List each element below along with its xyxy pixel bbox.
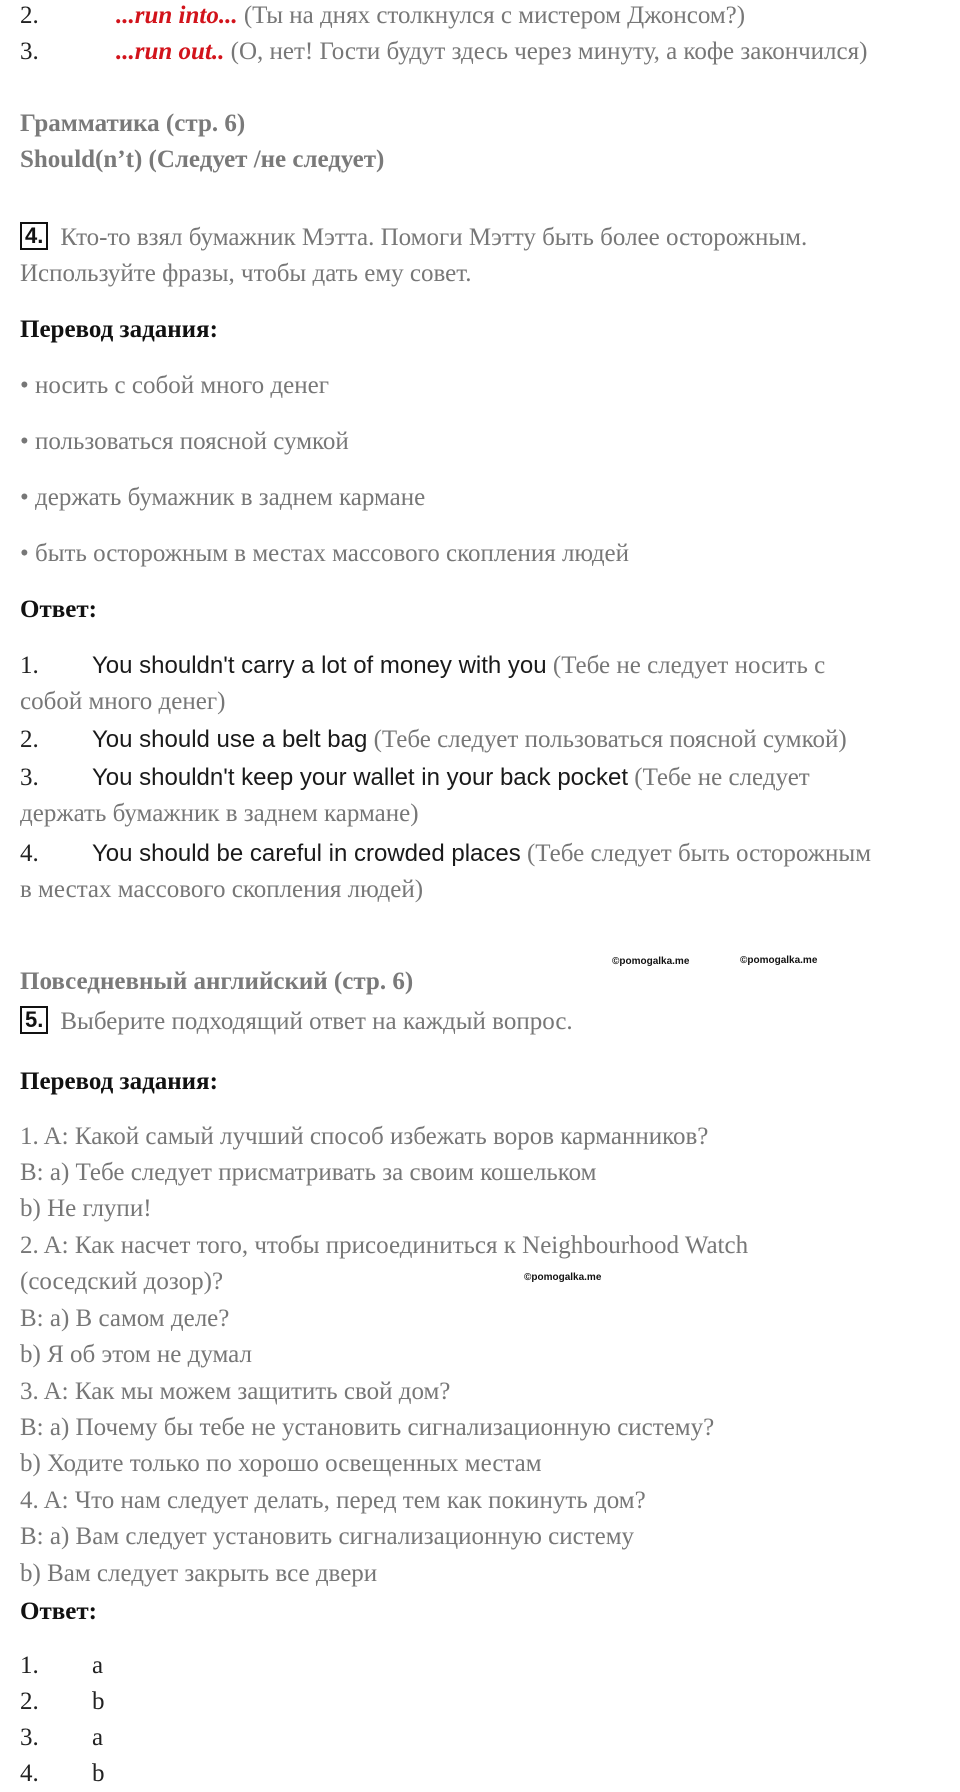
answer-number: 2.: [20, 726, 39, 753]
task5-line: b) Не глупи!: [20, 1195, 152, 1222]
answer-english: You should be careful in crowded places: [92, 840, 521, 867]
answer-english: You shouldn't keep your wallet in your back pocket: [92, 764, 629, 791]
task4-text-line1: Кто-то взял бумажник Мэтта. Помоги Мэтту быть более осторожным.: [60, 224, 808, 251]
task5-instruction: [20, 1006, 573, 1038]
answer-english: You shouldn't carry a lot of money with you: [92, 652, 547, 679]
watermark: ©pomogalka.me: [740, 955, 818, 966]
answer-russian: (Тебе следует быть осторожным: [520, 840, 872, 867]
answer-number: 3.: [20, 764, 39, 791]
task5-line: 1. A: Какой самый лучший способ избежать воров карманников?: [20, 1123, 709, 1150]
top-item: [20, 0, 745, 32]
answer-number: 4.: [20, 840, 39, 867]
task5-line: B: a) Тебе следует присматривать за своим кошельком: [20, 1159, 597, 1186]
answer-number: 2.: [20, 1688, 39, 1715]
grammar-title: Грамматика (стр. 6): [20, 110, 246, 137]
answer-russian: (Тебе не следует: [628, 764, 810, 791]
task5-line: 4. A: Что нам следует делать, перед тем как покинуть дом?: [20, 1487, 646, 1514]
task4-answer: [20, 838, 871, 870]
task5-answer: [20, 1722, 103, 1754]
task4-answer: [20, 650, 825, 682]
answer-russian-cont: в местах массового скопления людей): [20, 876, 424, 903]
everyday-title: Повседневный английский (стр. 6): [20, 968, 414, 995]
task4-bullet: • держать бумажник в заднем кармане: [20, 484, 426, 511]
answer-value: b: [92, 1688, 105, 1715]
task5-answer: [20, 1686, 105, 1718]
task5-line: 3. A: Как мы можем защитить свой дом?: [20, 1378, 451, 1405]
answer-russian: (Тебе не следует носить с: [546, 652, 826, 679]
task4-text-line2: Используйте фразы, чтобы дать ему совет.: [20, 260, 472, 287]
task5-answer: [20, 1758, 105, 1790]
task5-line: B: a) Вам следует установить сигнализационную систему: [20, 1523, 635, 1550]
task4-answer-heading: Ответ:: [20, 596, 97, 623]
phrasal-verb: ...run out..: [116, 38, 225, 65]
answer-number: 1.: [20, 1652, 39, 1679]
answer-value: a: [92, 1724, 104, 1751]
answer-number: 4.: [20, 1760, 39, 1787]
task5-translation-heading: Перевод задания:: [20, 1068, 218, 1095]
task5-line: b) Я об этом не думал: [20, 1341, 252, 1368]
task5-line: 2. A: Как насчет того, чтобы присоединиться к Neighbourhood Watch: [20, 1232, 749, 1259]
item-number: 3.: [20, 38, 39, 65]
task4-translation-heading: Перевод задания:: [20, 316, 218, 343]
phrasal-verb: ...run into...: [116, 2, 238, 29]
answer-english: You should use a belt bag: [92, 726, 368, 753]
task4-bullet: • пользоваться поясной сумкой: [20, 428, 349, 455]
top-item: [20, 36, 867, 68]
task5-line: B: a) В самом деле?: [20, 1305, 230, 1332]
answer-russian: (Тебе следует пользоваться поясной сумкой): [367, 726, 847, 753]
answer-value: b: [92, 1760, 105, 1787]
task4-bullet: • быть осторожным в местах массового скопления людей: [20, 540, 630, 567]
task4-bullet: • носить с собой много денег: [20, 372, 329, 399]
task4-answer: [20, 762, 810, 794]
task5-line: b) Ходите только по хорошо освещенных местам: [20, 1450, 542, 1477]
watermark: ©pomogalka.me: [612, 956, 690, 967]
item-number: 2.: [20, 2, 39, 29]
answer-value: a: [92, 1652, 104, 1679]
answer-number: 1.: [20, 652, 39, 679]
task4-answer: [20, 724, 847, 756]
answer-russian-cont: держать бумажник в заднем кармане): [20, 800, 419, 827]
task5-answer-heading: Ответ:: [20, 1598, 97, 1625]
item-translation: (О, нет! Гости будут здесь через минуту, а кофе закончился): [224, 38, 868, 65]
watermark: ©pomogalka.me: [524, 1272, 602, 1283]
task5-text: Выберите подходящий ответ на каждый вопрос.: [60, 1008, 573, 1035]
task5-number: 5.: [20, 1006, 48, 1034]
answer-number: 3.: [20, 1724, 39, 1751]
grammar-subtitle: Should(n’t) (Следует /не следует): [20, 146, 385, 173]
task5-line: (соседский дозор)?: [20, 1268, 224, 1295]
answer-russian-cont: собой много денег): [20, 688, 226, 715]
task4-number: 4.: [20, 222, 48, 250]
task5-line: b) Вам следует закрыть все двери: [20, 1560, 378, 1587]
item-translation: (Ты на днях столкнулся с мистером Джонсом?): [237, 2, 746, 29]
task5-line: B: a) Почему бы тебе не установить сигнализационную систему?: [20, 1414, 715, 1441]
task5-answer: [20, 1650, 103, 1682]
task4-instruction: [20, 222, 807, 254]
